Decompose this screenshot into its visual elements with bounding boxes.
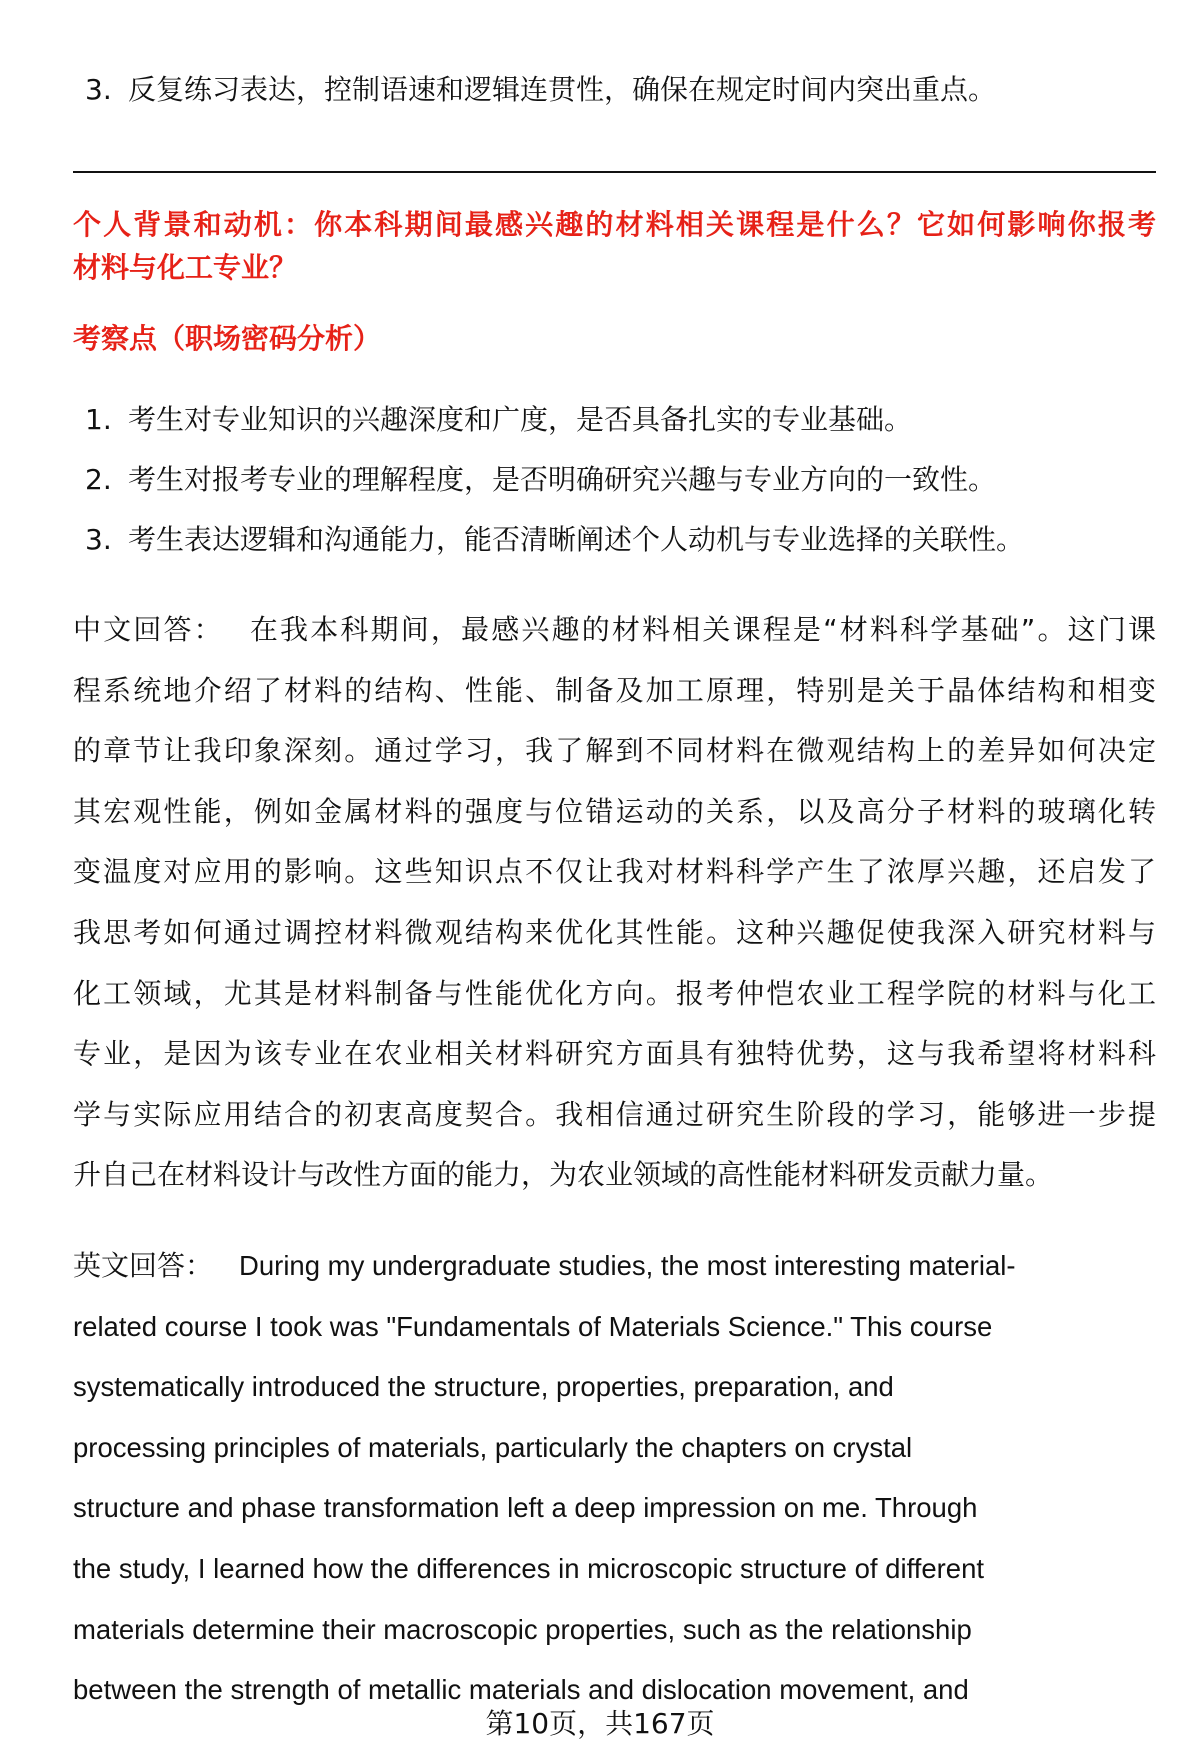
answer-line: systematically introduced the structure, properties, preparation, and [73,1371,894,1403]
english-answer-label: 英文回答： [73,1249,214,1282]
answer-line: 我思考如何通过调控材料微观结构来优化其性能。这种兴趣促使我深入研究材料与 [73,915,1156,949]
answer-text: During my undergraduate studies, the most interesting material- [239,1250,1016,1281]
answer-line: 升自己在材料设计与改性方面的能力，为农业领域的高性能材料研发贡献力量。 [73,1158,1054,1192]
list-number: 3. [85,73,112,106]
list-item [73,450,1156,510]
answer-line: structure and phase transformation left a deep impression on me. Through [73,1492,978,1524]
focus-list [73,390,1156,570]
list-number: 2. [85,463,112,496]
list-text: 考生表达逻辑和沟通能力，能否清晰阐述个人动机与专业选择的关联性。 [128,523,1025,556]
list-number: 3. [85,523,112,556]
list-item [73,390,1156,450]
question-line: 个人背景和动机：你本科期间最感兴趣的材料相关课程是什么？它如何影响你报考 [73,208,1156,241]
question-heading [73,203,1156,289]
answer-line: 其宏观性能，例如金属材料的强度与位错运动的关系，以及高分子材料的玻璃化转 [73,794,1156,828]
previous-list [73,60,1156,120]
english-answer [73,1236,1156,1721]
list-number: 1. [85,403,112,436]
list-text: 考生对专业知识的兴趣深度和广度，是否具备扎实的专业基础。 [128,403,913,436]
section-divider [73,171,1156,173]
answer-line: processing principles of materials, particularly the chapters on crystal [73,1431,913,1463]
focus-heading: 考察点（职场密码分析） [73,322,382,355]
chinese-answer-label: 中文回答： [73,613,224,646]
answer-line [73,1236,1156,1297]
question-line: 材料与化工专业？ [73,251,298,284]
chinese-answer [73,600,1156,1206]
answer-line: 变温度对应用的影响。这些知识点不仅让我对材料科学产生了浓厚兴趣，还启发了 [73,855,1156,889]
answer-line: between the strength of metallic materials and dislocation movement, and [73,1674,969,1706]
focus-heading-block [73,318,1156,360]
answer-text: 在我本科期间，最感兴趣的材料相关课程是“材料科学基础”。这门课 [249,613,1156,646]
answer-line: 化工领域，尤其是材料制备与性能优化方向。报考仲恺农业工程学院的材料与化工 [73,976,1156,1010]
list-text: 反复练习表达，控制语速和逻辑连贯性，确保在规定时间内突出重点。 [128,73,997,106]
answer-line: materials determine their macroscopic properties, such as the relationship [73,1613,972,1645]
answer-line: 程系统地介绍了材料的结构、性能、制备及加工原理，特别是关于晶体结构和相变 [73,673,1156,707]
list-item [73,510,1156,570]
page-number-footer: 第10页，共167页 [485,1707,715,1740]
answer-line: related course I took was "Fundamentals of Materials Science." This course [73,1310,993,1342]
answer-line: the study, I learned how the differences in microscopic structure of different [73,1552,985,1584]
answer-line: 专业，是因为该专业在农业相关材料研究方面具有独特优势，这与我希望将材料科 [73,1037,1156,1071]
list-item [73,60,1156,120]
answer-line [73,600,1156,661]
answer-line: 学与实际应用结合的初衷高度契合。我相信通过研究生阶段的学习，能够进一步提 [73,1097,1156,1131]
answer-line: 的章节让我印象深刻。通过学习，我了解到不同材料在微观结构上的差异如何决定 [73,734,1156,768]
list-text: 考生对报考专业的理解程度，是否明确研究兴趣与专业方向的一致性。 [128,463,997,496]
